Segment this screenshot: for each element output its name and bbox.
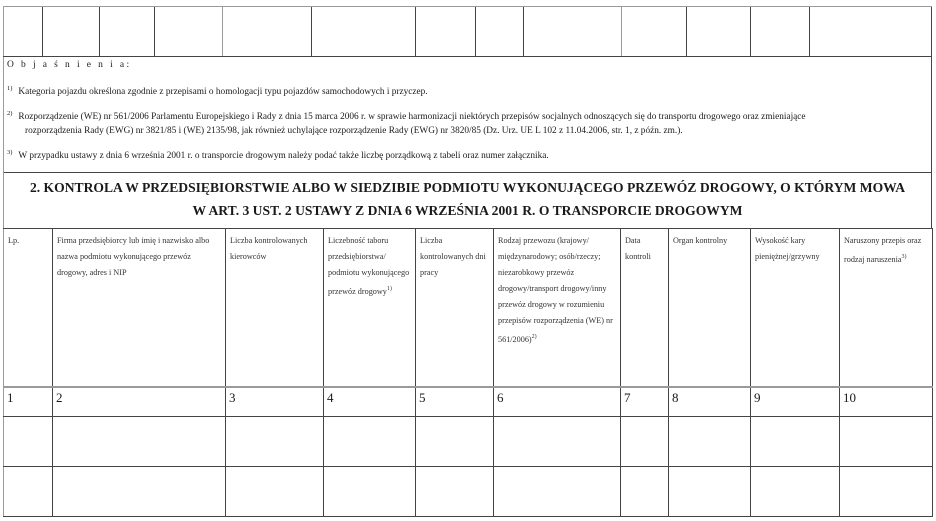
- table-cell[interactable]: [416, 467, 494, 517]
- table-cell[interactable]: [494, 467, 621, 517]
- empty-cell[interactable]: [809, 7, 932, 56]
- header-violated-provision: Naruszony przepis oraz rodzaj naruszenia$^{3)}$: [840, 229, 933, 387]
- column-number: 6: [494, 387, 621, 417]
- table-cell[interactable]: [324, 417, 416, 467]
- empty-cell[interactable]: [750, 7, 809, 56]
- empty-cell[interactable]: [621, 7, 686, 56]
- header-company: Firma przedsiębiorcy lub imię i nazwisko albo nazwa podmiotu wykonującego przewóz drogowy, adres i NIP: [53, 229, 226, 387]
- section-heading-line-2: W ART. 3 UST. 2 USTAWY Z DNIA 6 WRZEŚNIA 2001 R. O TRANSPORCIE DROGOWYM: [192, 203, 743, 218]
- previous-table-last-row: [3, 6, 932, 57]
- table-cell[interactable]: [226, 417, 324, 467]
- footnote-text: Rozporządzenie (WE) nr 561/2006 Parlamentu Europejskiego i Rady z dnia 15 marca 2006 r. w sprawie harmonizacji niektórych przepisów socjalnych odnoszących się do transportu drogowego oraz zmieniające: [18, 112, 806, 122]
- explanations-title: O b j a ś n i e n i a:: [7, 60, 132, 70]
- footnote-ref: 1): [386, 286, 392, 292]
- table-row: [4, 467, 933, 517]
- empty-cell[interactable]: [415, 7, 475, 56]
- footnote-text-continued: rozporządzenia Rady (EWG) nr 3821/85 i (WE) 2135/98, jak również uchylające rozporządzenie Rady (EWG) nr 3820/85 (Dz. Urz. UE L 102 z 11.04.2006, str. 1, z późn. zm.).: [25, 126, 683, 136]
- header-control-date: Data kontroli: [621, 229, 669, 387]
- column-number: 7: [621, 387, 669, 417]
- empty-cell[interactable]: [523, 7, 621, 56]
- column-number-row: [4, 387, 933, 417]
- header-fleet-size: Liczebność taboru przedsiębiorstwa/ podmiotu wykonującego przewóz drogowy$^{1)}$: [324, 229, 416, 387]
- table-cell[interactable]: [751, 417, 840, 467]
- table-cell[interactable]: [840, 467, 933, 517]
- column-number: 9: [751, 387, 840, 417]
- footnote-marker: 1): [7, 85, 13, 92]
- empty-cell[interactable]: [475, 7, 523, 56]
- section-heading-line-1: 2. KONTROLA W PRZEDSIĘBIORSTWIE ALBO W SIEDZIBIE PODMIOTU WYKONUJĄCEGO PRZEWÓZ DROGOWY, O KTÓRYM MOWA: [29, 180, 906, 195]
- table-cell[interactable]: [4, 467, 53, 517]
- column-number: 1: [4, 387, 53, 417]
- table-cell[interactable]: [226, 467, 324, 517]
- table-cell[interactable]: [416, 417, 494, 467]
- header-transport-type: Rodzaj przewozu (krajowy/ międzynarodowy; osób/rzeczy; niezarobkowy przewóz drogowy/transport drogowy/inny przewóz drogowy w rozumieniu przepisów rozporządzenia (WE) nr 561/2006)$^{2)}$: [494, 229, 621, 387]
- header-lp: Lp.: [4, 229, 53, 387]
- table-cell[interactable]: [751, 467, 840, 517]
- footnote-marker: 3): [7, 149, 13, 156]
- control-table: [3, 228, 933, 517]
- empty-cell[interactable]: [311, 7, 415, 56]
- table-cell[interactable]: [324, 467, 416, 517]
- table-cell[interactable]: [669, 467, 751, 517]
- footnote-marker: 2): [7, 110, 13, 117]
- section-heading: [3, 172, 932, 229]
- footnote-1: [7, 82, 927, 99]
- column-number: 2: [53, 387, 226, 417]
- empty-cell[interactable]: [222, 7, 311, 56]
- column-number: 3: [226, 387, 324, 417]
- empty-cell[interactable]: [42, 7, 99, 56]
- table-header-row: [4, 229, 933, 387]
- header-control-authority: Organ kontrolny: [669, 229, 751, 387]
- header-workdays-count: Liczba kontrolowanych dni pracy: [416, 229, 494, 387]
- footnote-2: [7, 107, 927, 138]
- table-cell[interactable]: [669, 417, 751, 467]
- table-cell[interactable]: [53, 467, 226, 517]
- footnote-text: Kategoria pojazdu określona zgodnie z przepisami o homologacji typu pojazdów samochodowych i przyczep.: [18, 87, 428, 97]
- empty-cell[interactable]: [3, 7, 42, 56]
- table-cell[interactable]: [621, 467, 669, 517]
- table-cell[interactable]: [621, 417, 669, 467]
- column-number: 10: [840, 387, 933, 417]
- header-drivers-count: Liczba kontrolowanych kierowców: [226, 229, 324, 387]
- table-cell[interactable]: [53, 417, 226, 467]
- table-cell[interactable]: [840, 417, 933, 467]
- footnote-ref: 3): [901, 254, 907, 260]
- header-penalty-amount: Wysokość kary pieniężnej/grzywny: [751, 229, 840, 387]
- column-number: 8: [669, 387, 751, 417]
- column-number: 4: [324, 387, 416, 417]
- table-cell[interactable]: [4, 417, 53, 467]
- table-row: [4, 417, 933, 467]
- footnote-ref: 2): [531, 334, 537, 340]
- explanations-section: [3, 57, 932, 173]
- empty-cell[interactable]: [686, 7, 750, 56]
- footnote-text: W przypadku ustawy z dnia 6 września 2001 r. o transporcie drogowym należy podać także liczbę porządkową z tabeli oraz numer załącznika.: [18, 151, 549, 161]
- empty-cell[interactable]: [99, 7, 154, 56]
- footnote-3: [7, 146, 927, 163]
- column-number: 5: [416, 387, 494, 417]
- table-cell[interactable]: [494, 417, 621, 467]
- empty-cell[interactable]: [154, 7, 222, 56]
